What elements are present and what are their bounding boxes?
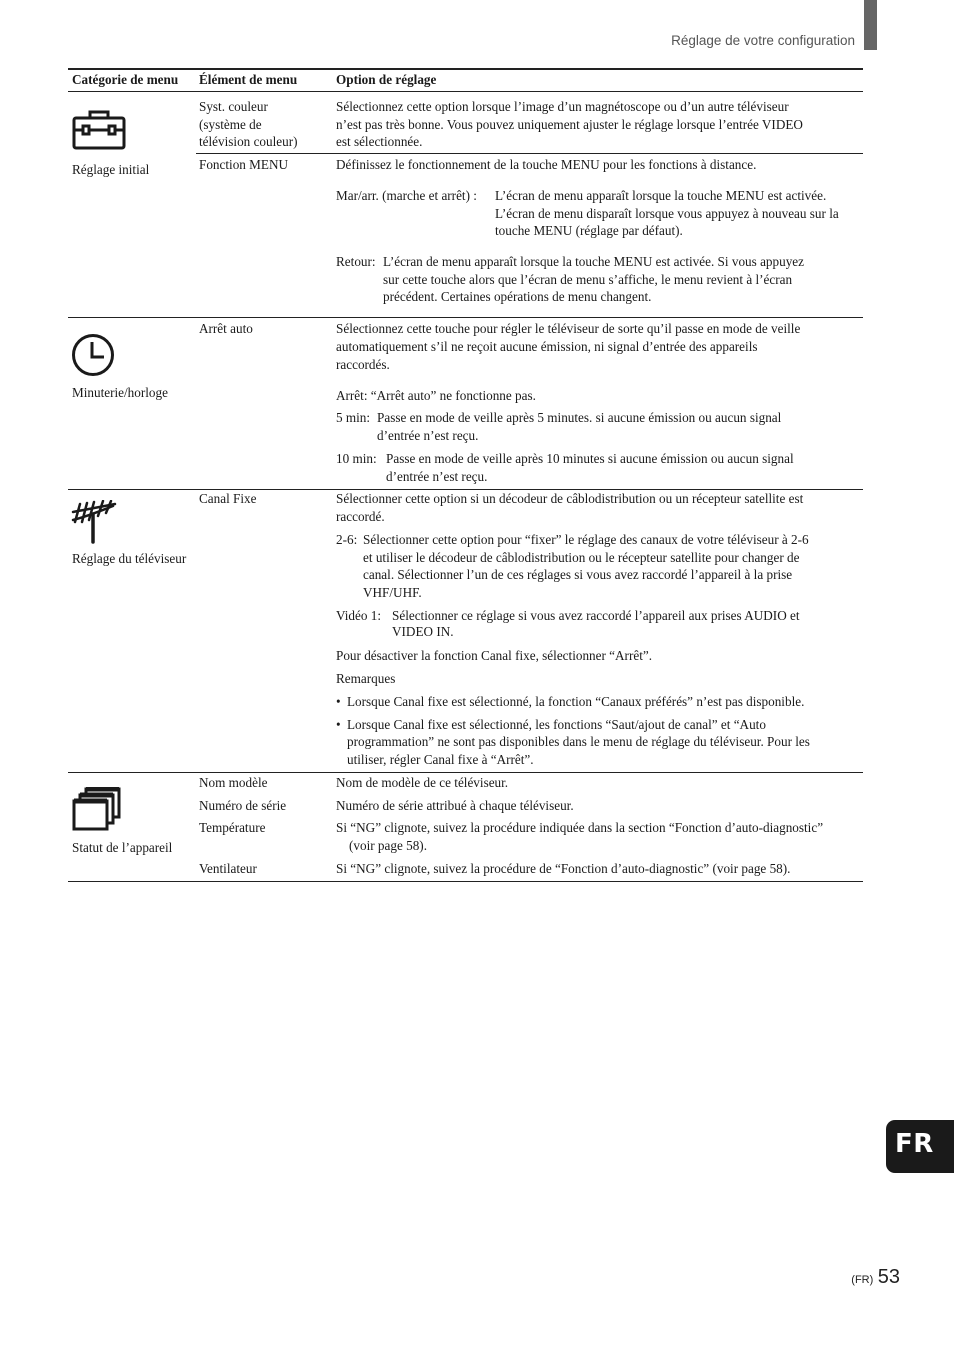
option-text: L’écran de menu apparaît lorsque la touche MENU est activée. Si vous appuyez bbox=[383, 254, 805, 269]
option-text: raccordés. bbox=[336, 357, 390, 372]
option-label: Mar/arr. (marche et arrêt) : bbox=[336, 188, 477, 203]
option-text: est sélectionnée. bbox=[336, 134, 423, 149]
option-text: d’entrée n’est reçu. bbox=[377, 428, 479, 443]
item-name: Numéro de série bbox=[199, 798, 287, 813]
category-label: Réglage initial bbox=[72, 162, 150, 177]
option-text: Sélectionnez cette touche pour régler le téléviseur de sorte qu’il passe en mode de veille bbox=[336, 321, 801, 336]
option-text: automatiquement s’il ne reçoit aucune émission, ni signal d’entrée des appareils bbox=[336, 339, 758, 354]
remark-text: programmation” ne sont pas disponibles dans le menu de réglage du téléviseur. Pour les bbox=[347, 734, 810, 749]
option-text: n’est pas très bonne. Vous pouvez uniquement ajuster le réglage lorsque l’entrée VIDEO bbox=[336, 117, 803, 132]
section-rule bbox=[68, 772, 863, 773]
option-label: 2-6: bbox=[336, 532, 358, 547]
col-header-item: Élément de menu bbox=[199, 72, 298, 87]
option-label: 5 min: bbox=[336, 410, 371, 425]
option-text: L’écran de menu disparaît lorsque vous appuyez à nouveau sur la bbox=[495, 206, 839, 221]
option-text: L’écran de menu apparaît lorsque la touche MENU est activée. bbox=[495, 188, 827, 203]
section-rule bbox=[68, 317, 863, 318]
option-text: Pour désactiver la fonction Canal fixe, sélectionner “Arrêt”. bbox=[336, 648, 653, 663]
remark-text: utiliser, régler Canal fixe à “Arrêt”. bbox=[347, 752, 534, 767]
item-name: Canal Fixe bbox=[199, 491, 257, 506]
bullet: • bbox=[336, 717, 341, 732]
option-text: Numéro de série attribué à chaque téléviseur. bbox=[336, 798, 574, 813]
clock-icon bbox=[71, 333, 115, 377]
item-name: Syst. couleur bbox=[199, 99, 268, 114]
windows-icon bbox=[72, 787, 122, 831]
antenna-icon bbox=[69, 500, 119, 544]
language-tab bbox=[886, 1120, 954, 1173]
remark-text: Lorsque Canal fixe est sélectionné, la fonction “Canaux préférés” n’est pas disponible. bbox=[347, 694, 805, 709]
page-number bbox=[851, 1266, 900, 1289]
category-label: Minuterie/horloge bbox=[72, 385, 168, 400]
option-text: raccordé. bbox=[336, 509, 385, 524]
option-text: VHF/UHF. bbox=[363, 585, 422, 600]
option-text: VIDEO IN. bbox=[392, 624, 454, 639]
option-text: Définissez le fonctionnement de la touche MENU pour les fonctions à distance. bbox=[336, 157, 757, 172]
option-label: 10 min: bbox=[336, 451, 377, 466]
option-text: Sélectionner ce réglage si vous avez raccordé l’appareil aux prises AUDIO et bbox=[392, 608, 800, 623]
language-tab-label: FR bbox=[895, 1129, 934, 1159]
option-text: Passe en mode de veille après 10 minutes si aucune émission ou aucun signal bbox=[386, 451, 794, 466]
option-text: Nom de modèle de ce téléviseur. bbox=[336, 775, 509, 790]
remarks-title: Remarques bbox=[336, 671, 396, 686]
option-text: canal. Sélectionner l’un de ces réglages si vous avez raccordé l’appareil à la prise bbox=[363, 567, 793, 582]
option-label: Vidéo 1: bbox=[336, 608, 381, 623]
category-label: Statut de l’appareil bbox=[72, 840, 173, 855]
table-header-rule bbox=[68, 91, 863, 92]
option-text: précédent. Certaines opérations de menu changent. bbox=[383, 289, 652, 304]
page-lang: (FR) bbox=[851, 1274, 874, 1286]
option-label: Retour: bbox=[336, 254, 376, 269]
item-divider bbox=[196, 153, 863, 154]
item-name: Ventilateur bbox=[199, 861, 257, 876]
item-name: télévision couleur) bbox=[199, 134, 298, 149]
option-text: sur cette touche alors que l’écran de menu s’affiche, le menu revient à l’écran bbox=[383, 272, 793, 287]
col-header-category: Catégorie de menu bbox=[72, 72, 179, 87]
bullet: • bbox=[336, 694, 341, 709]
option-text: Passe en mode de veille après 5 minutes. si aucune émission ou aucun signal bbox=[377, 410, 782, 425]
item-name: (système de bbox=[199, 117, 262, 132]
option-text: Sélectionner cette option pour “fixer” le réglage des canaux de votre téléviseur à 2-6 bbox=[363, 532, 809, 547]
toolbox-icon bbox=[72, 108, 126, 150]
table-top-rule bbox=[68, 68, 863, 70]
item-name: Arrêt auto bbox=[199, 321, 253, 336]
item-name: Température bbox=[199, 820, 266, 835]
remark-text: Lorsque Canal fixe est sélectionné, les fonctions “Saut/ajout de canal” et “Auto bbox=[347, 717, 766, 732]
option-text: Si “NG” clignote, suivez la procédure indiquée dans la section “Fonction d’auto-diagnostic” bbox=[336, 820, 824, 835]
page-num: 53 bbox=[877, 1266, 900, 1288]
option-text: Sélectionner cette option si un décodeur de câblodistribution ou un récepteur satellite est bbox=[336, 491, 804, 506]
running-header: Réglage de votre configuration bbox=[671, 33, 855, 48]
item-name: Fonction MENU bbox=[199, 157, 289, 172]
table-bottom-rule bbox=[68, 881, 863, 882]
category-label: Réglage du téléviseur bbox=[72, 551, 187, 566]
col-header-option: Option de réglage bbox=[336, 72, 437, 87]
option-text: (voir page 58). bbox=[349, 838, 427, 853]
option-text: et utiliser le décodeur de câblodistribution ou le récepteur satellite pour changer de bbox=[363, 550, 800, 565]
option-text: Sélectionnez cette option lorsque l’image d’un magnétoscope ou d’un autre téléviseur bbox=[336, 99, 789, 114]
option-text: Si “NG” clignote, suivez la procédure de “Fonction d’auto-diagnostic” (voir page 58). bbox=[336, 861, 791, 876]
option-text: touche MENU (réglage par défaut). bbox=[495, 223, 683, 238]
item-name: Nom modèle bbox=[199, 775, 268, 790]
option-text: d’entrée n’est reçu. bbox=[386, 469, 488, 484]
option-text: Arrêt: “Arrêt auto” ne fonctionne pas. bbox=[336, 388, 536, 403]
header-bar bbox=[864, 0, 877, 50]
